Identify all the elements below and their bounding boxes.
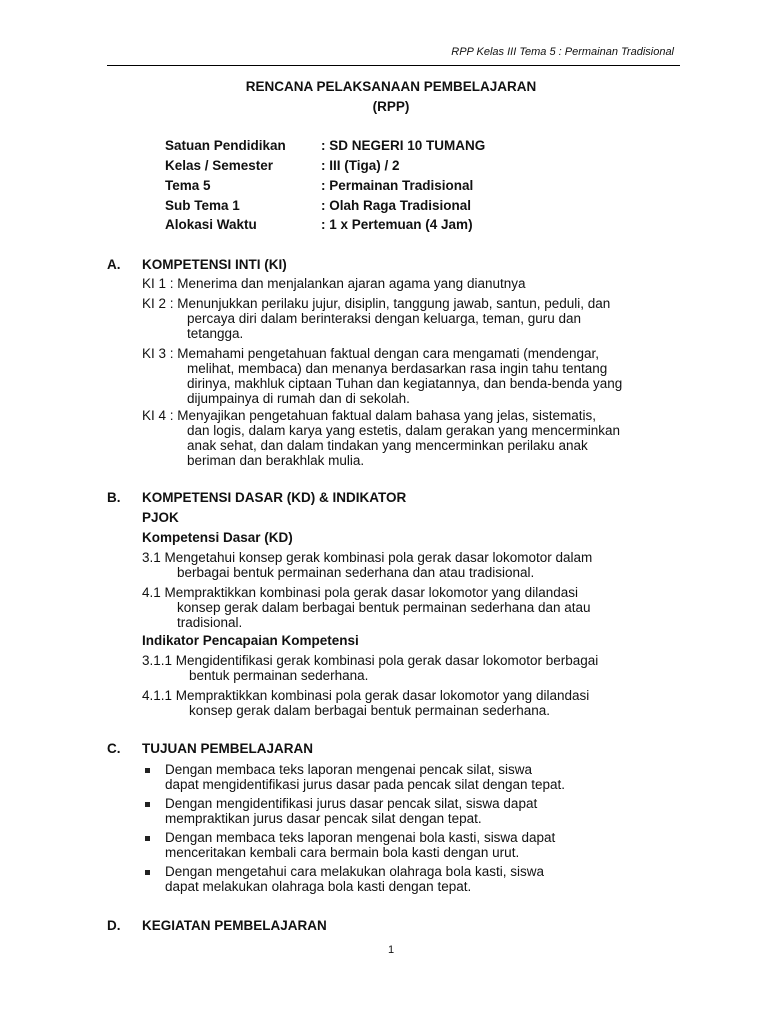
info-key: Kelas / Semester [165,158,274,173]
info-value: : SD NEGERI 10 TUMANG [321,138,486,153]
objective-line: Dengan mengidentifikasi jurus dasar pencak silat, siswa dapat [165,796,538,811]
info-key: Tema 5 [165,178,211,193]
objective-line: menceritakan kembali cara bermain bola kasti dengan urut. [165,845,520,860]
section-letter: B. [107,490,121,505]
kd-4-1-line: konsep gerak dalam berbagai bentuk permainan sederhana dan atau [177,600,591,615]
ki-3-line: KI 3 : Memahami pengetahuan faktual dengan cara mengamati (mendengar, [142,346,600,361]
section-title: TUJUAN PEMBELAJARAN [142,741,314,756]
objective-line: dapat mengidentifikasi jurus dasar pada pencak silat dengan tepat. [165,777,566,792]
objective-line: Dengan membaca teks laporan mengenai bola kasti, siswa dapat [165,830,556,845]
info-value: : III (Tiga) / 2 [321,158,400,173]
ki-4-line: KI 4 : Menyajikan pengetahuan faktual dalam bahasa yang jelas, sistematis, [142,408,597,423]
ki-3-line: dirinya, makhluk ciptaan Tuhan dan kegiatannya, dan benda-benda yang [187,376,623,391]
section-title: KEGIATAN PEMBELAJARAN [142,918,327,933]
section-letter: A. [107,257,121,272]
ind-3-1-1-line: bentuk permainan sederhana. [189,668,369,683]
ind-3-1-1-line: 3.1.1 Mengidentifikasi gerak kombinasi pola gerak dasar lokomotor berbagai [142,653,599,668]
bullet-icon [145,870,150,875]
ki-3-line: dijumpainya di rumah dan di sekolah. [187,391,410,406]
document-title: RENCANA PELAKSANAAN PEMBELAJARAN [245,79,537,94]
ki-4-line: dan logis, dalam karya yang estetis, dalam gerakan yang mencerminkan [187,423,620,438]
bullet-icon [145,802,150,807]
kd-3-1-line: berbagai bentuk permainan sederhana dan atau tradisional. [177,565,535,580]
ki-2-line: KI 2 : Menunjukkan perilaku jujur, disiplin, tanggung jawab, santun, peduli, dan [142,296,611,311]
kd-heading: Kompetensi Dasar (KD) [142,530,293,545]
info-value: : Olah Raga Tradisional [321,198,472,213]
page-number: 1 [387,944,395,956]
running-header: RPP Kelas III Tema 5 : Permainan Tradisional [451,46,674,58]
ki-3-line: melihat, membaca) dan menanya berdasarkan rasa ingin tahu tentang [187,361,608,376]
ki-2-line: tetangga. [187,326,244,341]
objective-line: dapat melakukan olahraga bola kasti dengan tepat. [165,879,472,894]
kd-4-1-line: 4.1 Mempraktikkan kombinasi pola gerak dasar lokomotor yang dilandasi [142,585,578,600]
document-subtitle: (RPP) [372,99,410,114]
ki-4-line: anak sehat, dan dalam tindakan yang mencerminkan perilaku anak [187,438,588,453]
kd-3-1-line: 3.1 Mengetahui konsep gerak kombinasi pola gerak dasar lokomotor dalam [142,550,593,565]
bullet-icon [145,768,150,773]
info-key: Satuan Pendidikan [165,138,286,153]
section-title: KOMPETENSI DASAR (KD) & INDIKATOR [142,490,407,505]
ki-4-line: beriman dan berakhlak mulia. [187,453,365,468]
info-value: : 1 x Pertemuan (4 Jam) [321,217,473,232]
header-rule [107,65,680,66]
info-key: Sub Tema 1 [165,198,240,213]
ki-1: KI 1 : Menerima dan menjalankan ajaran agama yang dianutnya [142,276,526,291]
section-title: KOMPETENSI INTI (KI) [142,257,287,272]
objective-line: mempraktikan jurus dasar pencak silat dengan tepat. [165,811,482,826]
ind-4-1-1-line: 4.1.1 Mempraktikkan kombinasi pola gerak dasar lokomotor yang dilandasi [142,688,590,703]
section-letter: C. [107,741,121,756]
objective-line: Dengan membaca teks laporan mengenai pencak silat, siswa [165,762,532,777]
info-value: : Permainan Tradisional [321,178,474,193]
info-key: Alokasi Waktu [165,217,257,232]
objective-line: Dengan mengetahui cara melakukan olahraga bola kasti, siswa [165,864,544,879]
subject-heading: PJOK [142,510,179,525]
kd-4-1-line: tradisional. [177,615,243,630]
bullet-icon [145,836,150,841]
indicator-heading: Indikator Pencapaian Kompetensi [142,633,359,648]
section-letter: D. [107,918,121,933]
ind-4-1-1-line: konsep gerak dalam berbagai bentuk permainan sederhana. [189,703,550,718]
ki-2-line: percaya diri dalam berinteraksi dengan keluarga, teman, guru dan [187,311,581,326]
